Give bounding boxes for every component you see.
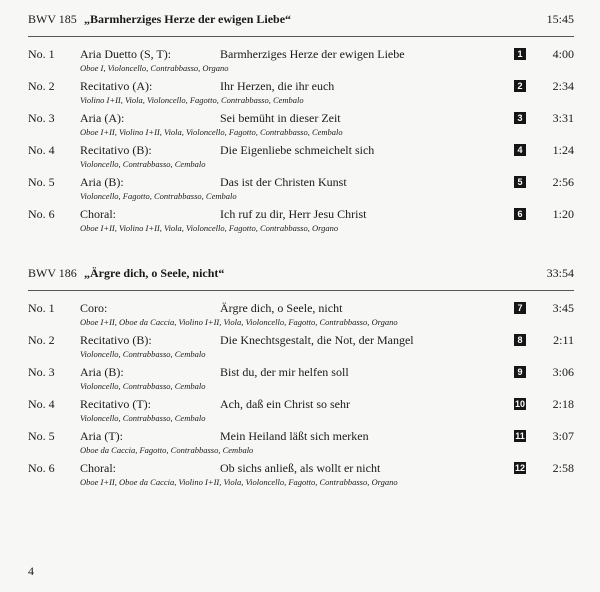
cantata-duration: 33:54 — [546, 266, 574, 280]
movement-number: No. 2 — [28, 79, 55, 93]
divider-line — [28, 290, 574, 291]
movement-number: No. 6 — [28, 461, 55, 475]
movement-form: Choral: — [80, 461, 116, 475]
movement-form: Recitativo (T): — [80, 397, 151, 411]
movement-row — [28, 429, 574, 461]
movement-text: Ärgre dich, o Seele, nicht — [220, 301, 343, 315]
movement-text: Ihr Herzen, die ihr euch — [220, 79, 335, 93]
movement-form: Recitativo (B): — [80, 333, 152, 347]
cantata-section-bwv185 — [28, 12, 574, 239]
track-number-badge: 7 — [514, 302, 526, 314]
movement-instruments: Oboe I, Violoncello, Contrabbasso, Organo — [80, 63, 229, 73]
movement-duration: 1:24 — [552, 143, 574, 157]
movement-duration: 3:45 — [552, 301, 574, 315]
track-number-badge: 11 — [515, 431, 525, 441]
movement-duration: 3:31 — [552, 111, 574, 125]
movement-form: Recitativo (A): — [80, 79, 153, 93]
movement-number: No. 4 — [28, 143, 55, 157]
movement-text: Barmherziges Herze der ewigen Liebe — [220, 47, 405, 61]
movement-instruments: Violoncello, Fagotto, Contrabbasso, Cembalo — [80, 191, 237, 201]
movement-number: No. 2 — [28, 333, 55, 347]
movement-list — [28, 301, 574, 493]
movement-number: No. 1 — [28, 47, 55, 61]
divider-line — [28, 36, 574, 37]
page-number: 4 — [28, 564, 34, 578]
movement-list — [28, 47, 574, 239]
cantata-header — [28, 266, 574, 284]
movement-row — [28, 301, 574, 333]
movement-duration: 2:11 — [553, 333, 574, 347]
movement-form: Aria (B): — [80, 175, 124, 189]
movement-row — [28, 365, 574, 397]
cantata-bwv-number: BWV 186 — [28, 266, 77, 280]
movement-instruments: Oboe I+II, Oboe da Caccia, Violino I+II, Viola, Violoncello, Fagotto, Contrabbasso, Organo — [80, 477, 398, 487]
track-number-badge: 5 — [514, 176, 526, 188]
track-number-badge: 2 — [514, 80, 526, 92]
movement-form: Aria (A): — [80, 111, 125, 125]
track-number-badge: 9 — [514, 366, 526, 378]
movement-row — [28, 461, 574, 493]
track-number-badge: 3 — [514, 112, 526, 124]
movement-text: Sei bemüht in dieser Zeit — [220, 111, 341, 125]
movement-text: Die Eigenliebe schmeichelt sich — [220, 143, 375, 157]
movement-number: No. 5 — [28, 175, 55, 189]
movement-form: Recitativo (B): — [80, 143, 152, 157]
movement-number: No. 1 — [28, 301, 55, 315]
movement-instruments: Violoncello, Contrabbasso, Cembalo — [80, 159, 206, 169]
movement-duration: 3:07 — [552, 429, 574, 443]
cantata-title: „Ärgre dich, o Seele, nicht“ — [84, 266, 225, 280]
movement-text: Bist du, der mir helfen soll — [220, 365, 349, 379]
track-number-badge: 12 — [514, 463, 525, 473]
movement-duration: 3:06 — [552, 365, 574, 379]
cantata-title: „Barmherziges Herze der ewigen Liebe“ — [84, 12, 292, 26]
movement-number: No. 4 — [28, 397, 55, 411]
movement-duration: 2:18 — [552, 397, 574, 411]
movement-instruments: Violoncello, Contrabbasso, Cembalo — [80, 381, 206, 391]
movement-instruments: Oboe I+II, Violino I+II, Viola, Violoncello, Fagotto, Contrabbasso, Cembalo — [80, 127, 343, 137]
movement-instruments: Oboe da Caccia, Fagotto, Contrabbasso, Cembalo — [80, 445, 254, 455]
cantata-bwv-number: BWV 185 — [28, 12, 77, 26]
movement-form: Coro: — [80, 301, 108, 315]
movement-instruments: Violino I+II, Viola, Violoncello, Fagotto, Contrabbasso, Cembalo — [80, 95, 304, 105]
movement-instruments: Violoncello, Contrabbasso, Cembalo — [80, 349, 206, 359]
movement-form: Aria (T): — [80, 429, 123, 443]
movement-number: No. 6 — [28, 207, 55, 221]
movement-text: Ich ruf zu dir, Herr Jesu Christ — [220, 207, 367, 221]
movement-duration: 2:56 — [552, 175, 574, 189]
track-number-badge: 4 — [514, 144, 526, 156]
movement-row — [28, 333, 574, 365]
cantata-duration: 15:45 — [546, 12, 574, 26]
movement-duration: 2:58 — [552, 461, 574, 475]
cantata-section-bwv186 — [28, 266, 574, 493]
movement-form: Choral: — [80, 207, 116, 221]
movement-row — [28, 47, 574, 79]
movement-text: Ach, daß ein Christ so sehr — [220, 397, 350, 411]
movement-form: Aria Duetto (S, T): — [80, 47, 172, 61]
movement-row — [28, 207, 574, 239]
movement-duration: 4:00 — [552, 47, 574, 61]
movement-number: No. 3 — [28, 111, 55, 125]
movement-form: Aria (B): — [80, 365, 124, 379]
movement-row — [28, 175, 574, 207]
movement-number: No. 3 — [28, 365, 55, 379]
movement-duration: 2:34 — [552, 79, 574, 93]
movement-instruments: Violoncello, Contrabbasso, Cembalo — [80, 413, 206, 423]
track-number-badge: 10 — [514, 399, 525, 409]
movement-row — [28, 111, 574, 143]
movement-text: Das ist der Christen Kunst — [220, 175, 347, 189]
movement-row — [28, 397, 574, 429]
track-number-badge: 8 — [514, 334, 526, 346]
movement-row — [28, 79, 574, 111]
movement-number: No. 5 — [28, 429, 55, 443]
movement-duration: 1:20 — [552, 207, 574, 221]
movement-text: Die Knechtsgestalt, die Not, der Mangel — [220, 333, 414, 347]
movement-text: Ob sichs anließ, als wollt er nicht — [220, 461, 381, 475]
movement-instruments: Oboe I+II, Oboe da Caccia, Violino I+II, Viola, Violoncello, Fagotto, Contrabbasso, Organo — [80, 317, 398, 327]
movement-text: Mein Heiland läßt sich merken — [220, 429, 369, 443]
movement-row — [28, 143, 574, 175]
track-number-badge: 6 — [514, 208, 526, 220]
cantata-header — [28, 12, 574, 30]
movement-instruments: Oboe I+II, Violino I+II, Viola, Violoncello, Fagotto, Contrabbasso, Organo — [80, 223, 339, 233]
track-number-badge: 1 — [514, 48, 526, 60]
